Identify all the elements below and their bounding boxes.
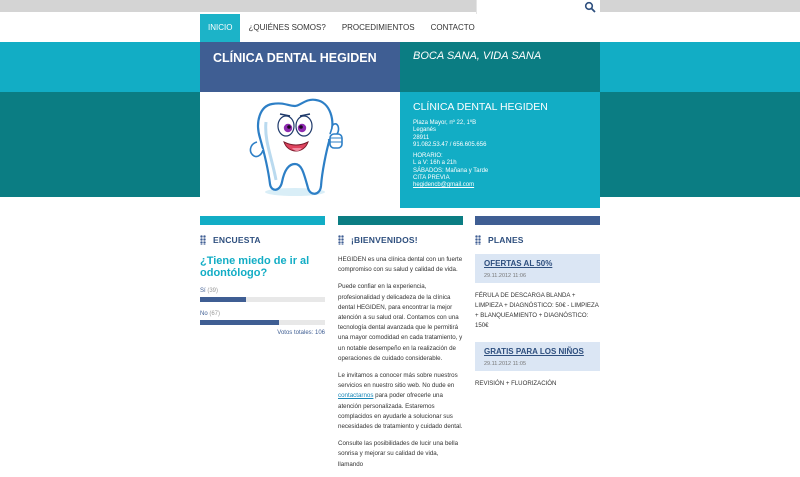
- address-line: Plaza Mayor, nº 22, 1ºB: [413, 120, 477, 126]
- postcode-line: 28911: [413, 134, 430, 141]
- search-icon[interactable]: [584, 1, 596, 13]
- welcome-paragraph-3: Le invitamos a conocer más sobre nuestros servicios en nuestro sitio web. No dude en contactarnos para poder ofrecerle una atención personalizada. Estaremos complacidos en ayudarle a solucionar sus necesidades de tratamiento y cuidado dental.: [338, 372, 463, 431]
- site-slogan: BOCA SANA, VIDA SANA: [413, 50, 542, 62]
- poll-bar-fill: [200, 297, 246, 302]
- poll-bar-fill: [200, 320, 279, 325]
- plan-card: [475, 342, 600, 371]
- poll-color-bar: [200, 216, 325, 225]
- plans-header: [475, 229, 600, 251]
- appointment-note: CITA PREVIA: [413, 175, 450, 182]
- info-title: CLÍNICA DENTAL HEGIDEN: [413, 101, 548, 113]
- slogan-box: [400, 42, 600, 92]
- brand-box: [200, 42, 400, 92]
- hours-saturday: SÁBADOS: Mañana y Tarde: [413, 167, 489, 174]
- welcome-paragraph-1: HEGIDEN es una clínica dental con un fuerte compromiso con su salud y calidad de vida.: [338, 256, 463, 274]
- welcome-paragraph-4: Consulte las posibilidades de lucir una bella sonrisa y mejorar su calidad de vida, llamando: [338, 440, 459, 468]
- plan-title-link[interactable]: OFERTAS AL 50%: [484, 259, 553, 268]
- dots-icon: [200, 235, 206, 245]
- nav-inicio[interactable]: INICIO: [200, 14, 240, 42]
- plan-title-link[interactable]: GRATIS PARA LOS NIÑOS: [484, 347, 584, 356]
- plans-heading: PLANES: [488, 235, 524, 245]
- main-nav: [200, 14, 483, 42]
- hours-label: HORARIO:: [413, 153, 443, 160]
- header-image: [200, 92, 400, 197]
- poll-bar-no: [200, 320, 325, 325]
- poll-option-label: No: [200, 311, 208, 317]
- dots-icon: [338, 235, 344, 245]
- welcome-header: [338, 229, 463, 251]
- nav-contacto[interactable]: CONTACTO: [430, 23, 475, 32]
- phone-line: 91.082.53.47 / 656.605.656: [413, 141, 487, 148]
- contact-info-box: [400, 92, 600, 208]
- poll-option-count: (67): [209, 311, 221, 317]
- hours-weekdays: L a V: 16h a 21h: [413, 160, 457, 167]
- dots-icon: [475, 235, 481, 245]
- poll-option-label: Sí: [200, 288, 206, 294]
- contact-link[interactable]: contactarnos: [338, 392, 374, 400]
- plan-description: REVISIÓN + FLUORIZACIÓN: [475, 380, 557, 387]
- plans-column: [475, 229, 600, 400]
- poll-option-no[interactable]: [200, 311, 325, 317]
- search-box[interactable]: [476, 0, 600, 14]
- nav-quienes-somos[interactable]: ¿QUIÉNES SOMOS?: [248, 23, 326, 32]
- welcome-color-bar: [338, 216, 463, 225]
- plan-description: FÉRULA DE DESCARGA BLANDA + LIMPIEZA + DIAGNÓSTICO: 50€ - LIMPIEZA + BLANQUEAMIENTO + DIAGNÓSTICO: 150€: [475, 292, 599, 329]
- plan-date: 29.11.2012 11:06: [484, 273, 527, 279]
- poll-column: [200, 229, 325, 336]
- tooth-mascot-image: [200, 92, 400, 197]
- poll-total-votes: Votos totales: 106: [277, 330, 325, 336]
- top-bar: [0, 0, 800, 12]
- plan-date: 29.11.2012 11:05: [484, 361, 527, 367]
- poll-question: ¿Tiene miedo de ir al odontólogo?: [200, 255, 310, 279]
- poll-option-yes[interactable]: [200, 288, 325, 294]
- plan-card: [475, 254, 600, 283]
- nav-procedimientos[interactable]: PROCEDIMIENTOS: [341, 23, 415, 32]
- welcome-heading: ¡BIENVENIDOS!: [351, 235, 418, 245]
- plans-color-bar: [475, 216, 600, 225]
- welcome-paragraph-2: Puede confiar en la experiencia, profesionalidad y delicadeza de la clínica dental HEGIDEN, para encontrar la mejor atención a su salud oral. Contamos con una tecnología dental avanzada que le permitirá una mayor comodidad en cada tratamiento, y un notable desempeño en la realización de operaciones de cuidado considerable.: [338, 283, 463, 362]
- info-details: [413, 120, 488, 190]
- poll-option-count: (39): [207, 288, 219, 294]
- email-link[interactable]: hegidencb@gmail.com: [413, 182, 475, 189]
- city-line: Leganés: [413, 127, 437, 134]
- welcome-column: [338, 229, 463, 477]
- site-title[interactable]: CLÍNICA DENTAL HEGIDEN: [213, 51, 377, 65]
- poll-bar-yes: [200, 297, 325, 302]
- poll-header: [200, 229, 325, 251]
- poll-heading: ENCUESTA: [213, 235, 261, 245]
